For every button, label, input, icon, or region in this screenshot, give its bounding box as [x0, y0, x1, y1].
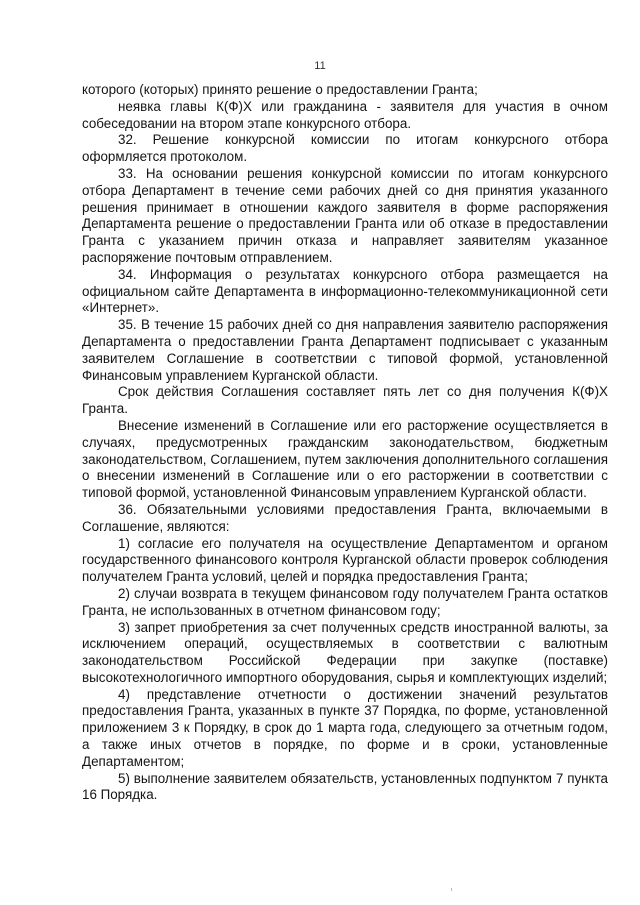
paragraph: Срок действия Соглашения составляет пять лет со дня получения К(Ф)Х Гранта.: [82, 384, 608, 417]
paragraph: Внесение изменений в Соглашение или его расторжение осуществляется в случаях, предусмотренных гражданским законодательством, бюджетным законодательством, Соглашением, путем заключения дополнительного соглашения о внесении изменений в Соглашение или о его расторжении в соответствии с типовой формой, установленной Финансовым управлением Курганской области.: [82, 417, 608, 501]
document-body: [82, 82, 608, 804]
paragraph: неявка главы К(Ф)Х или гражданина - заявителя для участия в очном собеседовании на втором этапе конкурсного отбора.: [82, 98, 608, 131]
paragraph-item-36: 36. Обязательными условиями предоставления Гранта, включаемыми в Соглашение, являются:: [82, 501, 608, 534]
scan-speck: [451, 888, 452, 891]
list-item-1: 1) согласие его получателя на осуществление Департаментом и органом государственного финансового контроля Курганской области проверок соблюдения получателем Гранта условий, целей и порядка предоставления Гранта;: [82, 535, 608, 585]
list-item-2: 2) случаи возврата в текущем финансовом году получателем Гранта остатков Гранта, не использованных в отчетном финансовом году;: [82, 585, 608, 618]
paragraph-item-33: 33. На основании решения конкурсной комиссии по итогам конкурсного отбора Департамент в течение семи рабочих дней со дня принятия указанного решения принимает в отношении каждого заявителя в форме распоряжения Департамента решение о предоставлении Гранта или об отказе в предоставлении Гранта с указанием причин отказа и направляет заявителям указанное распоряжение почтовым отправлением.: [82, 165, 608, 265]
page-number: 11: [314, 60, 326, 72]
list-item-4: 4) представление отчетности о достижении значений результатов предоставления Гранта, указанных в пункте 37 Порядка, по форме, установленной приложением 3 к Порядку, в срок до 1 марта года, следующего за отчетным годом, а также иных отчетов в порядке, по форме и в сроки, установленные Департаментом;: [82, 686, 608, 769]
paragraph-item-35: 35. В течение 15 рабочих дней со дня направления заявителю распоряжения Департамента о предоставлении Гранта Департамент подписывает с указанным заявителем Соглашение в соответствии с типовой формой, установленной Финансовым управлением Курганской области.: [82, 317, 608, 383]
paragraph-item-32: 32. Решение конкурсной комиссии по итогам конкурсного отбора оформляется протоколом.: [82, 132, 608, 165]
list-item-3: 3) запрет приобретения за счет полученных средств иностранной валюты, за исключением операций, осуществляемых в соответствии с валютным законодательством Российской Федерации при закупке (поставке) высокотехнологичного импортного оборудования, сырья и комплектующих изделий;: [82, 619, 608, 685]
list-item-5: 5) выполнение заявителем обязательств, установленных подпунктом 7 пункта 16 Порядка.: [82, 770, 608, 803]
paragraph: которого (которых) принято решение о предоставлении Гранта;: [82, 82, 478, 97]
paragraph-item-34: 34. Информация о результатах конкурсного отбора размещается на официальном сайте Департамента в информационно-телекоммуникационной сети «Интернет».: [82, 266, 608, 316]
